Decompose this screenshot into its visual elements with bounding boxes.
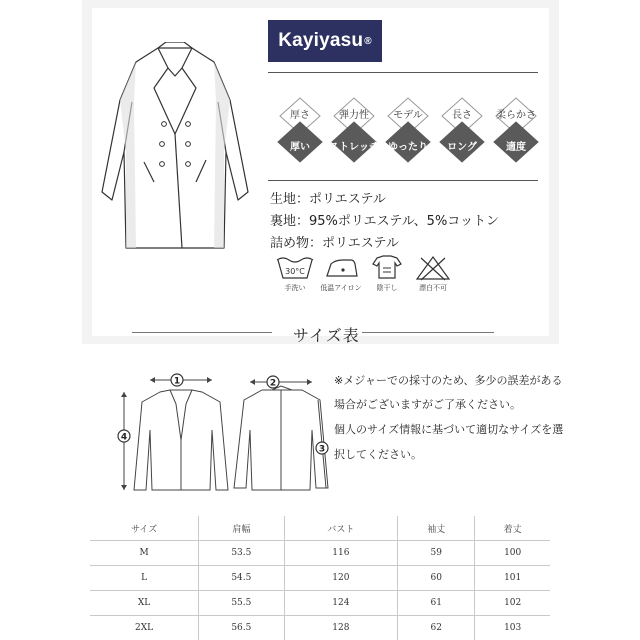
material-fabric: 生地：ポリエステル xyxy=(270,192,386,207)
table-cell: L xyxy=(90,566,199,591)
marker-length: 4 xyxy=(120,432,128,443)
attribute-label: モデル xyxy=(393,110,423,121)
attribute-value: ストレッチ xyxy=(329,142,379,153)
header-size: サイズ xyxy=(130,524,158,535)
coat-illustration xyxy=(96,42,256,260)
attribute-label: 柔らかさ xyxy=(496,110,536,121)
attribute-badge xyxy=(270,96,330,166)
table-cell: 55.5 xyxy=(199,591,284,616)
material-lining: 裏地：95%ポリエステル、5%コットン xyxy=(270,214,500,229)
attribute-value: ゆったり xyxy=(388,142,428,153)
size-section-title: サイズ表 xyxy=(293,326,360,345)
table-cell: 103 xyxy=(475,616,550,640)
attribute-label: 弾力性 xyxy=(339,110,369,121)
table-cell: XL xyxy=(90,591,199,616)
care-label: 低温アイロン xyxy=(320,284,362,292)
table-cell: 120 xyxy=(284,566,398,591)
divider xyxy=(268,72,538,73)
care-label: 手洗い xyxy=(284,284,306,292)
attribute-value: ロング xyxy=(447,142,477,153)
brand-name: Kayiyasu xyxy=(278,30,364,51)
attribute-badge xyxy=(378,96,438,166)
divider xyxy=(268,180,538,181)
table-cell: 116 xyxy=(284,541,398,566)
measurement-diagram xyxy=(0,360,340,500)
marker-bust: 2 xyxy=(269,378,277,389)
marker-sleeve: 3 xyxy=(318,444,326,455)
table-header-row xyxy=(90,516,550,541)
shade-dry-icon xyxy=(367,254,407,282)
attribute-value: 適度 xyxy=(506,142,526,153)
size-note-line: 場合がございますがご了承ください。 xyxy=(334,398,521,411)
table-cell: 62 xyxy=(398,616,475,640)
header-shoulder: 肩幅 xyxy=(199,516,284,541)
size-note-line: 択してください。 xyxy=(334,448,422,461)
table-row xyxy=(90,591,550,616)
size-note-line: 個人のサイズ情報に基づいて適切なサイズを選 xyxy=(334,423,564,436)
table-cell: 128 xyxy=(284,616,398,640)
divider xyxy=(132,332,272,333)
table-cell: 102 xyxy=(475,591,550,616)
header-length: 着丈 xyxy=(475,516,550,541)
table-cell: 124 xyxy=(284,591,398,616)
registered-mark: ® xyxy=(364,35,372,47)
divider xyxy=(362,332,494,333)
table-cell: 100 xyxy=(475,541,550,566)
table-cell: 2XL xyxy=(90,616,199,640)
table-row xyxy=(90,616,550,640)
attribute-label: 厚さ xyxy=(290,110,310,121)
hand-wash-icon xyxy=(275,254,315,282)
table-cell: 54.5 xyxy=(199,566,284,591)
iron-low-icon xyxy=(321,254,361,282)
attribute-value: 厚い xyxy=(290,142,310,153)
care-label: 陰干し xyxy=(376,284,398,292)
table-row xyxy=(90,541,550,566)
table-cell: 61 xyxy=(398,591,475,616)
table-row xyxy=(90,566,550,591)
marker-shoulder: 1 xyxy=(173,376,181,387)
brand-logo xyxy=(268,20,382,62)
table-cell: 59 xyxy=(398,541,475,566)
wash-temp: 30°C xyxy=(285,267,305,276)
size-note-line: ※メジャーでの採寸のため、多少の誤差がある xyxy=(334,374,563,387)
attribute-badge xyxy=(486,96,546,166)
care-no-bleach xyxy=(410,254,456,294)
attribute-badge xyxy=(324,96,384,166)
material-filling: 詰め物：ポリエステル xyxy=(270,236,399,251)
header-sleeve: 袖丈 xyxy=(398,516,475,541)
table-cell: M xyxy=(90,541,199,566)
table-cell: 56.5 xyxy=(199,616,284,640)
size-table xyxy=(90,516,550,640)
header-bust: バスト xyxy=(284,516,398,541)
care-label: 漂白不可 xyxy=(419,284,447,292)
no-bleach-icon xyxy=(413,254,453,282)
table-cell: 53.5 xyxy=(199,541,284,566)
attribute-label: 長さ xyxy=(452,110,472,121)
attribute-badge xyxy=(432,96,492,166)
table-cell: 60 xyxy=(398,566,475,591)
table-cell: 101 xyxy=(475,566,550,591)
